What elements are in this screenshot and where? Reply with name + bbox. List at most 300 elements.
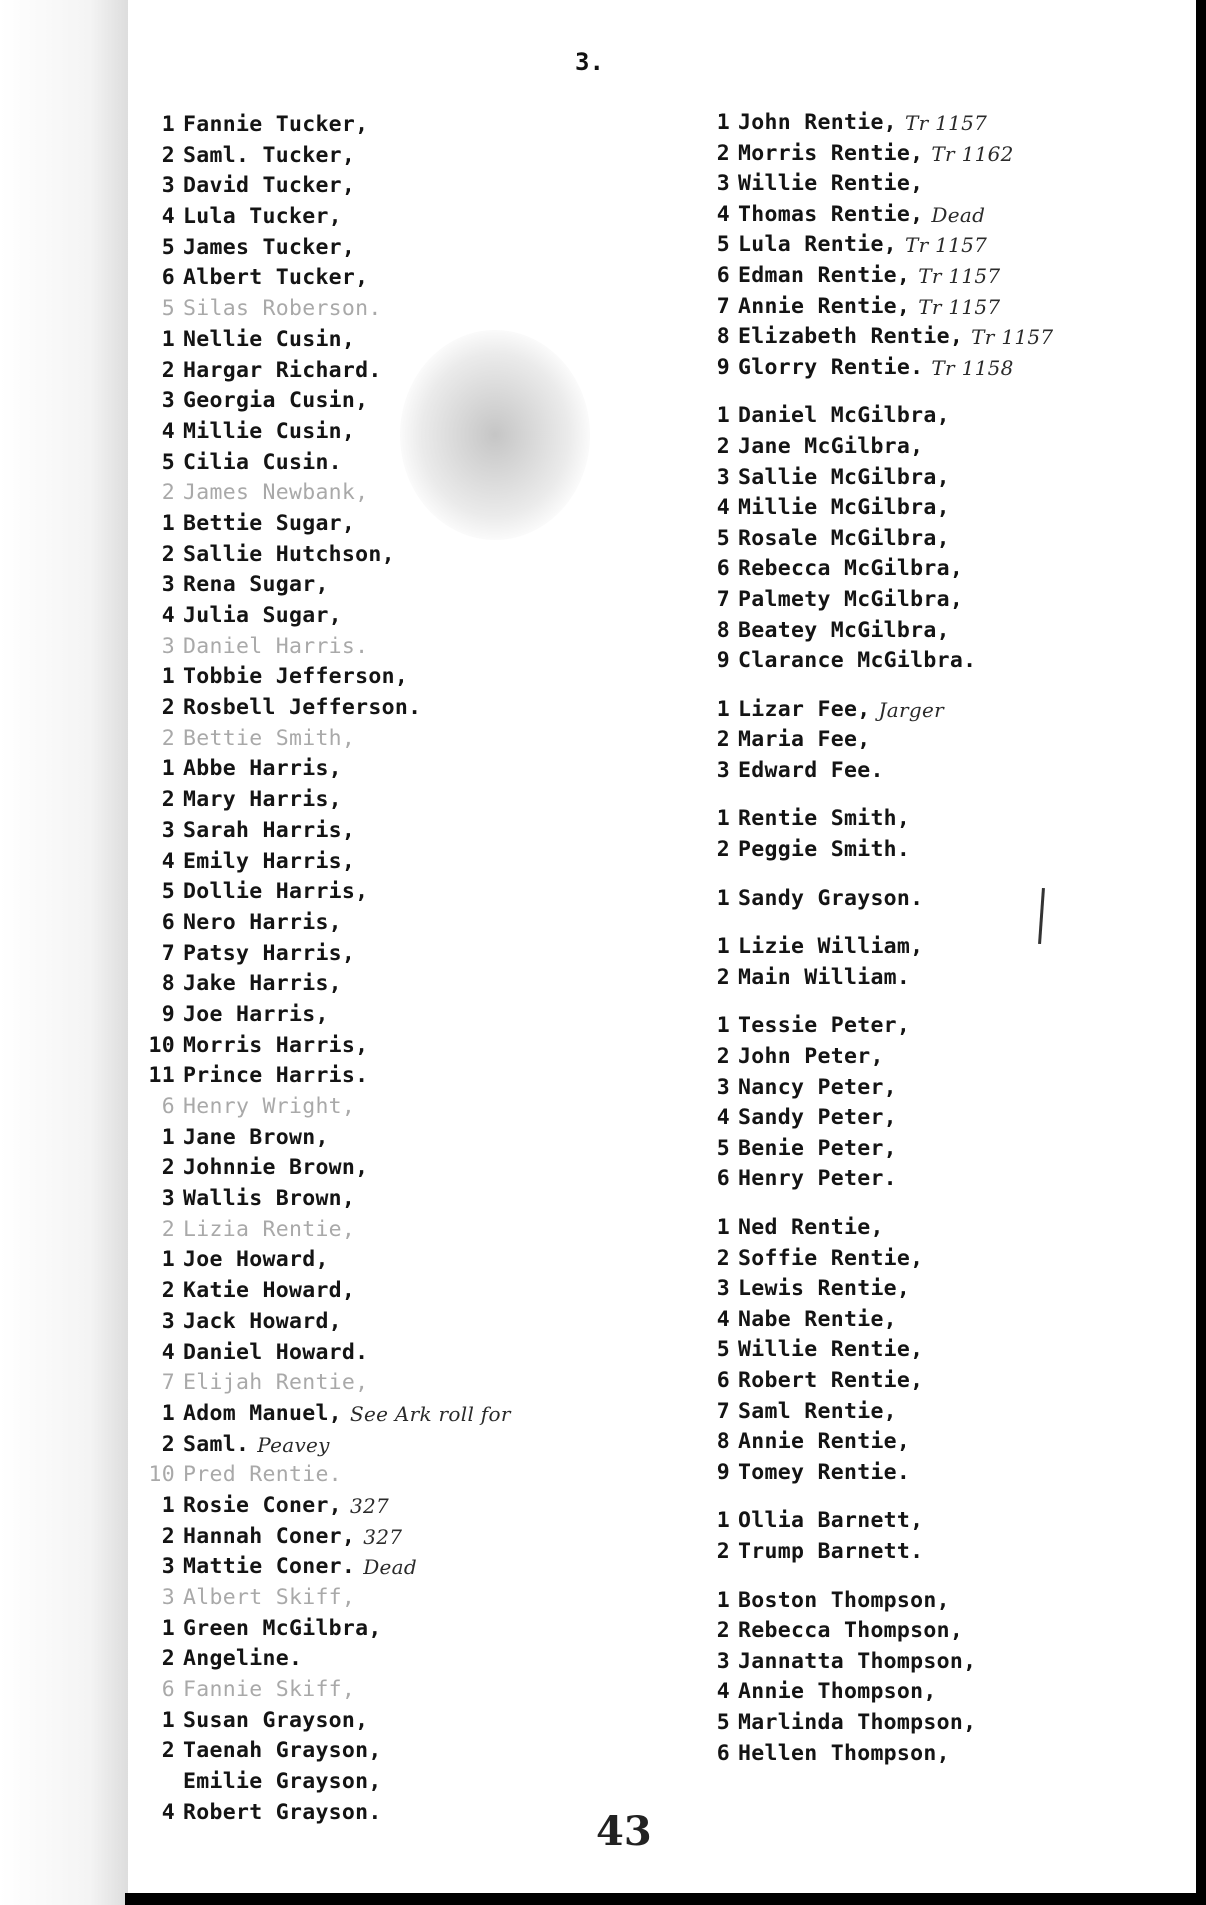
entry-name: Rosie Coner, — [183, 1492, 342, 1518]
name-entry — [145, 1552, 595, 1583]
name-entry — [700, 1305, 1190, 1336]
entry-number: 1 — [161, 664, 175, 690]
entry-name: Morris Rentie, — [738, 140, 924, 166]
entry-number: 7 — [161, 940, 175, 966]
entry-name: Marlinda Thompson, — [738, 1709, 977, 1735]
name-entry — [700, 1366, 1190, 1397]
entry-name: Jake Harris, — [183, 971, 342, 997]
entry-number: 2 — [161, 357, 175, 383]
name-entry — [145, 1061, 595, 1092]
name-entry — [145, 1245, 595, 1276]
entry-name: Abbe Harris, — [183, 756, 342, 782]
entry-number: 4 — [716, 1105, 730, 1131]
entry-number: 3 — [161, 173, 175, 199]
name-entry — [700, 1568, 1190, 1586]
name-entry — [700, 383, 1190, 401]
entry-name: Dollie Harris, — [183, 879, 369, 905]
name-entry — [145, 1522, 595, 1553]
entry-name: Johnnie Brown, — [183, 1155, 369, 1181]
name-entry — [700, 1586, 1190, 1617]
name-entry — [145, 1215, 595, 1246]
name-entry — [700, 169, 1190, 200]
entry-number: 5 — [716, 1135, 730, 1161]
entry-name: Elijah Rentie, — [183, 1370, 369, 1396]
entry-name: Daniel McGilbra, — [738, 403, 950, 429]
entry-name: Prince Harris. — [183, 1063, 369, 1089]
entry-name: Willie Rentie, — [738, 171, 924, 197]
entry-name: Tomey Rentie. — [738, 1459, 911, 1485]
entry-number: 2 — [161, 787, 175, 813]
entry-name: Annie Rentie, — [738, 293, 911, 319]
entry-name: Jannatta Thompson, — [738, 1648, 977, 1674]
name-entry — [700, 1011, 1190, 1042]
entry-number: 4 — [716, 495, 730, 521]
name-entry — [700, 963, 1190, 994]
entry-number: 3 — [161, 388, 175, 414]
entry-number: 8 — [716, 1429, 730, 1455]
entry-number: 5 — [716, 1337, 730, 1363]
entry-name: Sandy Peter, — [738, 1105, 897, 1131]
name-entry — [700, 585, 1190, 616]
name-entry — [700, 1164, 1190, 1195]
entry-number: 1 — [161, 756, 175, 782]
name-entry — [145, 1153, 595, 1184]
name-entry — [700, 1677, 1190, 1708]
entry-number: 9 — [716, 648, 730, 674]
name-entry — [700, 493, 1190, 524]
handwritten-note: Dead — [363, 1555, 417, 1580]
name-entry — [145, 1460, 595, 1491]
handwritten-note: Tr 1157 — [918, 263, 1001, 288]
name-entry — [145, 356, 595, 387]
entry-number: 1 — [716, 110, 730, 135]
entry-name: Nero Harris, — [183, 909, 342, 935]
name-entry — [700, 554, 1190, 585]
entry-name: Nabe Rentie, — [738, 1306, 897, 1332]
name-entry — [700, 1458, 1190, 1489]
entry-number: 1 — [161, 1124, 175, 1150]
entry-name: Boston Thompson, — [738, 1587, 950, 1613]
name-entry — [700, 1073, 1190, 1104]
entry-name: Palmety McGilbra, — [738, 586, 964, 612]
entry-name: Katie Howard, — [183, 1278, 356, 1304]
entry-number: 4 — [716, 201, 730, 227]
entry-number: 6 — [716, 1166, 730, 1192]
entry-number: 3 — [161, 1186, 175, 1212]
entry-name: Willie Rentie, — [738, 1337, 924, 1363]
entry-number: 6 — [161, 265, 175, 291]
entry-name: Fannie Skiff, — [183, 1677, 356, 1703]
entry-name: Emily Harris, — [183, 848, 356, 874]
name-entry — [145, 478, 595, 509]
name-entry — [700, 1537, 1190, 1568]
entry-name: Edman Rentie, — [738, 262, 911, 288]
handwritten-note: Tr 1158 — [931, 355, 1014, 380]
entry-name: Jane McGilbra, — [738, 433, 924, 459]
name-entry — [145, 877, 595, 908]
entry-number: 2 — [161, 1738, 175, 1764]
name-entry — [145, 233, 595, 264]
entry-name: Silas Roberson. — [183, 296, 382, 322]
entry-number: 3 — [161, 633, 175, 659]
entry-number: 4 — [161, 1799, 175, 1825]
name-entry — [700, 139, 1190, 170]
entry-name: Rentie Smith, — [738, 806, 911, 832]
entry-name: Lizia Rentie, — [183, 1216, 356, 1242]
entry-name: David Tucker, — [183, 173, 356, 199]
entry-number: 5 — [161, 879, 175, 905]
name-entry — [145, 1031, 595, 1062]
entry-name: Lizar Fee, — [738, 696, 871, 722]
entry-number: 6 — [716, 1740, 730, 1766]
entry-name: Daniel Harris. — [183, 633, 369, 659]
entry-number: 1 — [161, 1615, 175, 1641]
entry-name: Millie Cusin, — [183, 418, 356, 444]
entry-number: 5 — [716, 1709, 730, 1735]
name-entry — [700, 932, 1190, 963]
entry-name: Bettie Smith, — [183, 725, 356, 751]
name-entry — [145, 1338, 595, 1369]
name-entry — [145, 724, 595, 755]
name-entry — [700, 1213, 1190, 1244]
entry-name: Clarance McGilbra. — [738, 648, 977, 674]
entry-number: 2 — [716, 1538, 730, 1564]
entry-name: Adom Manuel, — [183, 1400, 342, 1426]
name-entry — [145, 509, 595, 540]
name-entry — [145, 1675, 595, 1706]
entry-number: 1 — [716, 696, 730, 722]
entry-number: 5 — [161, 234, 175, 260]
entry-name: Morris Harris, — [183, 1032, 369, 1058]
entry-number: 2 — [716, 433, 730, 459]
handwritten-note: Tr 1162 — [931, 141, 1014, 166]
entry-name: Albert Skiff, — [183, 1585, 356, 1610]
handwritten-note: See Ark roll for — [349, 1401, 511, 1426]
entry-number: 2 — [716, 1044, 730, 1070]
entry-number: 1 — [161, 510, 175, 536]
scan-border-right — [1196, 0, 1206, 1905]
name-entry — [145, 325, 595, 356]
entry-name: Wallis Brown, — [183, 1186, 356, 1212]
name-entry — [145, 969, 595, 1000]
entry-number: 2 — [161, 142, 175, 168]
entry-number: 2 — [161, 1216, 175, 1242]
entry-name: Rena Sugar, — [183, 572, 329, 598]
name-entry — [145, 1092, 595, 1123]
name-entry — [145, 1368, 595, 1399]
name-entry — [700, 1506, 1190, 1537]
name-entry — [700, 1647, 1190, 1678]
entry-number: 1 — [716, 1587, 730, 1613]
name-entry — [700, 432, 1190, 463]
name-entry — [145, 816, 595, 847]
name-entry — [145, 417, 595, 448]
name-entry — [700, 756, 1190, 787]
entry-number: 2 — [161, 541, 175, 567]
entry-name: Soffie Rentie, — [738, 1245, 924, 1271]
entry-name: Thomas Rentie, — [738, 201, 924, 227]
entry-number: 4 — [716, 1306, 730, 1332]
entry-name: Albert Tucker, — [183, 265, 369, 291]
name-entry — [700, 835, 1190, 866]
handwritten-note: Dead — [931, 202, 986, 227]
name-entry — [700, 200, 1190, 231]
entry-name: Taenah Grayson, — [183, 1738, 382, 1764]
entry-number: 3 — [161, 1585, 175, 1610]
name-entry — [700, 1103, 1190, 1134]
entry-name: Pred Rentie. — [183, 1462, 342, 1488]
entry-number: 1 — [716, 885, 730, 911]
entry-name: Ollia Barnett, — [738, 1508, 924, 1534]
entry-name: Green McGilbra, — [183, 1615, 382, 1641]
entry-number: 3 — [161, 572, 175, 598]
entry-name: Main William. — [738, 964, 911, 990]
entry-number: 1 — [161, 1400, 175, 1426]
name-entry — [700, 230, 1190, 261]
entry-number: 2 — [716, 964, 730, 990]
entry-name: Lula Rentie, — [738, 232, 897, 258]
name-entry — [700, 108, 1190, 139]
name-entry — [145, 1767, 595, 1798]
name-entry — [700, 1739, 1190, 1770]
name-entry — [700, 914, 1190, 932]
entry-number: 6 — [716, 556, 730, 582]
entry-number: 9 — [161, 1001, 175, 1027]
entry-name: Bettie Sugar, — [183, 510, 356, 536]
name-entry — [145, 1123, 595, 1154]
entry-number: 1 — [716, 806, 730, 832]
entry-number: 2 — [161, 695, 175, 721]
entry-name: Rebecca Thompson, — [738, 1618, 964, 1644]
name-entry — [700, 786, 1190, 804]
name-entry — [145, 1000, 595, 1031]
name-entry — [145, 693, 595, 724]
name-entry — [700, 804, 1190, 835]
entry-name: Hellen Thompson, — [738, 1740, 950, 1766]
entry-name: Saml Rentie, — [738, 1398, 897, 1424]
name-entry — [700, 463, 1190, 494]
entry-number: 7 — [716, 1398, 730, 1424]
name-entry — [700, 646, 1190, 677]
entry-number: 2 — [161, 725, 175, 751]
entry-name: Ned Rentie, — [738, 1215, 884, 1240]
entry-number: 4 — [161, 848, 175, 874]
entry-number: 4 — [161, 204, 175, 230]
entry-number: 3 — [716, 1276, 730, 1302]
entry-name: John Rentie, — [738, 110, 897, 135]
entry-number: 6 — [161, 1094, 175, 1119]
entry-number: 6 — [161, 1677, 175, 1703]
name-entry — [145, 386, 595, 417]
entry-name: Henry Wright, — [183, 1094, 356, 1119]
entry-number: 2 — [161, 1646, 175, 1672]
entry-number: 1 — [716, 934, 730, 960]
name-entry — [145, 294, 595, 325]
name-entry — [700, 261, 1190, 292]
name-entry — [700, 884, 1190, 915]
entry-name: Mattie Coner. — [183, 1554, 356, 1580]
entry-name: Joe Howard, — [183, 1247, 329, 1273]
name-entry — [700, 1488, 1190, 1506]
entry-number: 10 — [148, 1462, 175, 1488]
entry-name: Saml. Tucker, — [183, 142, 356, 168]
name-entry — [700, 1616, 1190, 1647]
entry-name: Angeline. — [183, 1646, 303, 1672]
entry-number: 2 — [716, 1618, 730, 1644]
name-entry — [145, 601, 595, 632]
entry-name: Patsy Harris, — [183, 940, 356, 966]
name-entry — [145, 1430, 595, 1461]
name-entry — [145, 1644, 595, 1675]
entry-name: Lula Tucker, — [183, 204, 342, 230]
entry-number: 2 — [716, 727, 730, 753]
name-entry — [700, 292, 1190, 323]
right-name-column — [700, 108, 1190, 1769]
entry-name: Jane Brown, — [183, 1124, 329, 1150]
entry-name: Nellie Cusin, — [183, 326, 356, 352]
entry-number: 8 — [716, 617, 730, 643]
name-entry — [700, 725, 1190, 756]
entry-number: 3 — [716, 171, 730, 197]
entry-name: Saml. — [183, 1431, 250, 1457]
name-entry — [145, 1184, 595, 1215]
entry-name: Benie Peter, — [738, 1135, 897, 1161]
entry-name: Maria Fee, — [738, 727, 871, 753]
entry-number: 9 — [716, 354, 730, 380]
name-entry — [145, 1736, 595, 1767]
entry-name: Lizie William, — [738, 934, 924, 960]
entry-name: Glorry Rentie. — [738, 354, 924, 380]
entry-number: 8 — [161, 971, 175, 997]
entry-number: 3 — [716, 464, 730, 490]
name-entry — [700, 1244, 1190, 1275]
entry-name: Fannie Tucker, — [183, 112, 369, 137]
entry-name: John Peter, — [738, 1044, 884, 1070]
name-entry — [700, 1335, 1190, 1366]
entry-name: Nancy Peter, — [738, 1074, 897, 1100]
name-entry — [145, 1706, 595, 1737]
name-entry — [145, 662, 595, 693]
footer-number: 43 — [596, 1808, 652, 1855]
entry-number: 6 — [716, 1367, 730, 1393]
handwritten-note: Tr 1157 — [971, 325, 1054, 350]
entry-number: 2 — [161, 1523, 175, 1549]
entry-name: Henry Peter. — [738, 1166, 897, 1192]
entry-name: Edward Fee. — [738, 757, 884, 783]
entry-number: 5 — [716, 232, 730, 258]
name-entry — [145, 1614, 595, 1645]
entry-number: 1 — [716, 1508, 730, 1534]
entry-number: 1 — [716, 1215, 730, 1240]
name-entry — [145, 785, 595, 816]
entry-name: Hannah Coner, — [183, 1523, 356, 1549]
name-entry — [145, 202, 595, 233]
entry-number: 3 — [161, 1308, 175, 1334]
entry-number: 1 — [716, 403, 730, 429]
scan-shadow — [0, 0, 128, 1905]
entry-number: 1 — [161, 1492, 175, 1518]
name-entry — [145, 1307, 595, 1338]
entry-number: 2 — [716, 140, 730, 166]
entry-number: 2 — [716, 1245, 730, 1271]
name-entry — [145, 1583, 595, 1614]
entry-name: Tessie Peter, — [738, 1013, 911, 1039]
handwritten-note: Tr 1157 — [904, 111, 988, 135]
entry-name: Rosale McGilbra, — [738, 525, 950, 551]
entry-name: Julia Sugar, — [183, 603, 342, 628]
entry-number: 2 — [161, 1431, 175, 1457]
name-entry — [145, 939, 595, 970]
name-entry — [145, 141, 595, 172]
name-entry — [700, 1042, 1190, 1073]
entry-name: James Tucker, — [183, 234, 356, 260]
entry-name: Trump Barnett. — [738, 1538, 924, 1564]
entry-number: 9 — [716, 1459, 730, 1485]
name-entry — [145, 540, 595, 571]
entry-name: Susan Grayson, — [183, 1707, 369, 1733]
entry-name: Sallie Hutchson, — [183, 541, 395, 567]
entry-number: 2 — [716, 837, 730, 863]
scan-border-bottom — [125, 1893, 1206, 1905]
entry-number: 1 — [161, 1247, 175, 1273]
entry-number: 3 — [161, 1554, 175, 1580]
name-entry — [145, 632, 595, 663]
entry-name: Sallie McGilbra, — [738, 464, 950, 490]
entry-number: 1 — [161, 326, 175, 352]
handwritten-note: Tr 1157 — [904, 233, 988, 258]
name-entry — [700, 322, 1190, 353]
entry-number: 3 — [716, 757, 730, 783]
name-entry — [145, 263, 595, 294]
entry-number: 6 — [716, 262, 730, 288]
entry-number: 6 — [161, 909, 175, 935]
name-entry — [145, 1276, 595, 1307]
name-entry — [700, 401, 1190, 432]
entry-name: Annie Rentie, — [738, 1429, 911, 1455]
handwritten-note: Tr 1157 — [918, 294, 1001, 319]
entry-name: Cilia Cusin. — [183, 449, 342, 475]
entry-name: Beatey McGilbra, — [738, 617, 950, 643]
name-entry — [700, 1708, 1190, 1739]
entry-number: 5 — [716, 525, 730, 551]
entry-name: Lewis Rentie, — [738, 1276, 911, 1302]
entry-name: Robert Rentie, — [738, 1367, 924, 1393]
name-entry — [700, 1134, 1190, 1165]
entry-name: Emilie Grayson, — [183, 1769, 382, 1795]
entry-name: Sandy Grayson. — [738, 885, 924, 911]
name-entry — [145, 1798, 595, 1829]
name-entry — [145, 1491, 595, 1522]
handwritten-note: 327 — [349, 1493, 390, 1518]
entry-name: Joe Harris, — [183, 1001, 329, 1027]
entry-name: Millie McGilbra, — [738, 495, 950, 521]
entry-name: Rosbell Jefferson. — [183, 695, 422, 721]
name-entry — [700, 616, 1190, 647]
entry-number: 2 — [161, 1155, 175, 1181]
entry-number: 3 — [716, 1648, 730, 1674]
name-entry — [700, 866, 1190, 884]
entry-name: Tobbie Jefferson, — [183, 664, 409, 690]
entry-number: 3 — [161, 817, 175, 843]
entry-name: Sarah Harris, — [183, 817, 356, 843]
entry-number: 11 — [148, 1063, 175, 1089]
entry-name: Robert Grayson. — [183, 1799, 382, 1825]
name-entry — [145, 754, 595, 785]
entry-name: Mary Harris, — [183, 787, 342, 813]
entry-number: 2 — [161, 480, 175, 506]
entry-number: 4 — [161, 603, 175, 628]
entry-number: 5 — [161, 449, 175, 475]
